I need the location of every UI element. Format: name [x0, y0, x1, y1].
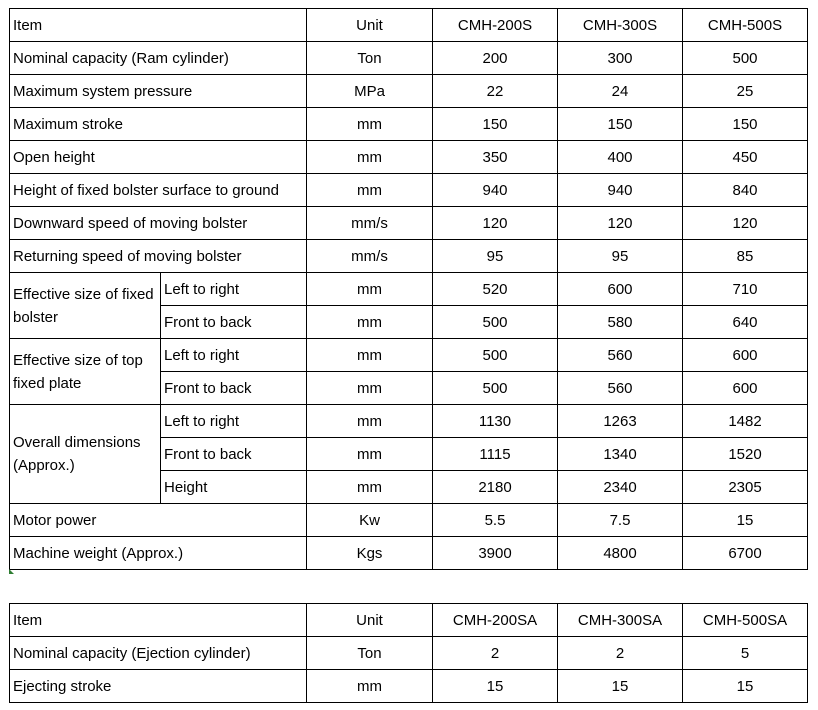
group-label-overall-dimensions: Overall dimensions (Approx.) [10, 405, 161, 504]
row-value: 15 [683, 670, 808, 703]
table-row [10, 405, 808, 438]
header-model-300sa: CMH-300SA [558, 604, 683, 637]
table-row [10, 504, 808, 537]
header-unit: Unit [307, 9, 433, 42]
row-unit: mm [307, 405, 433, 438]
row-value: 500 [433, 372, 558, 405]
row-value: 1340 [558, 438, 683, 471]
table-row [10, 108, 808, 141]
row-sublabel: Front to back [161, 306, 307, 339]
row-value: 150 [558, 108, 683, 141]
row-unit: Ton [307, 42, 433, 75]
row-label: Height of fixed bolster surface to ground [10, 174, 307, 207]
row-sublabel: Left to right [161, 405, 307, 438]
row-value: 560 [558, 339, 683, 372]
header-model-300s: CMH-300S [558, 9, 683, 42]
row-value: 2180 [433, 471, 558, 504]
row-value: 1520 [683, 438, 808, 471]
row-unit: mm [307, 141, 433, 174]
row-value: 15 [558, 670, 683, 703]
row-value: 15 [683, 504, 808, 537]
row-value: 120 [683, 207, 808, 240]
row-value: 640 [683, 306, 808, 339]
row-value: 560 [558, 372, 683, 405]
row-unit: mm [307, 438, 433, 471]
row-unit: mm [307, 372, 433, 405]
row-unit: Kw [307, 504, 433, 537]
row-unit: MPa [307, 75, 433, 108]
header-model-200s: CMH-200S [433, 9, 558, 42]
row-unit: mm [307, 108, 433, 141]
row-unit: mm [307, 306, 433, 339]
ejection-specification-table [9, 603, 808, 703]
table-row [10, 273, 808, 306]
table-row [10, 141, 808, 174]
row-value: 24 [558, 75, 683, 108]
row-value: 710 [683, 273, 808, 306]
row-value: 1130 [433, 405, 558, 438]
table-row [10, 637, 808, 670]
row-unit: mm [307, 471, 433, 504]
row-label: Nominal capacity (Ejection cylinder) [10, 637, 307, 670]
row-label: Downward speed of moving bolster [10, 207, 307, 240]
row-sublabel: Front to back [161, 438, 307, 471]
row-value: 1263 [558, 405, 683, 438]
row-value: 400 [558, 141, 683, 174]
row-label: Maximum system pressure [10, 75, 307, 108]
row-unit: mm [307, 174, 433, 207]
row-value: 350 [433, 141, 558, 174]
row-value: 600 [683, 372, 808, 405]
row-label: Motor power [10, 504, 307, 537]
row-value: 600 [558, 273, 683, 306]
row-unit: Ton [307, 637, 433, 670]
row-value: 6700 [683, 537, 808, 570]
header-unit: Unit [307, 604, 433, 637]
row-value: 120 [433, 207, 558, 240]
row-value: 600 [683, 339, 808, 372]
table-row [10, 339, 808, 372]
row-value: 7.5 [558, 504, 683, 537]
row-value: 22 [433, 75, 558, 108]
row-value: 120 [558, 207, 683, 240]
row-value: 2 [433, 637, 558, 670]
table-row [10, 207, 808, 240]
row-value: 500 [683, 42, 808, 75]
row-value: 580 [558, 306, 683, 339]
specification-table [9, 8, 808, 570]
row-value: 200 [433, 42, 558, 75]
row-value: 500 [433, 339, 558, 372]
row-unit: mm [307, 339, 433, 372]
row-unit: Kgs [307, 537, 433, 570]
header-item: Item [10, 9, 307, 42]
row-label: Machine weight (Approx.) [10, 537, 307, 570]
row-value: 840 [683, 174, 808, 207]
group-label-fixed-bolster: Effective size of fixed bolster [10, 273, 161, 339]
header-model-500sa: CMH-500SA [683, 604, 808, 637]
row-value: 2 [558, 637, 683, 670]
table-row [10, 240, 808, 273]
header-model-500s: CMH-500S [683, 9, 808, 42]
row-label: Returning speed of moving bolster [10, 240, 307, 273]
row-value: 500 [433, 306, 558, 339]
row-label: Open height [10, 141, 307, 174]
row-sublabel: Height [161, 471, 307, 504]
row-value: 150 [683, 108, 808, 141]
row-value: 520 [433, 273, 558, 306]
table-row [10, 42, 808, 75]
row-sublabel: Front to back [161, 372, 307, 405]
row-value: 5 [683, 637, 808, 670]
row-value: 1482 [683, 405, 808, 438]
row-value: 4800 [558, 537, 683, 570]
row-value: 85 [683, 240, 808, 273]
row-value: 940 [433, 174, 558, 207]
row-value: 2340 [558, 471, 683, 504]
row-unit: mm [307, 670, 433, 703]
table-row [10, 537, 808, 570]
row-value: 5.5 [433, 504, 558, 537]
table-row [10, 174, 808, 207]
table-header-row [10, 604, 808, 637]
row-value: 2305 [683, 471, 808, 504]
row-value: 3900 [433, 537, 558, 570]
table-row [10, 75, 808, 108]
row-unit: mm [307, 273, 433, 306]
row-value: 95 [433, 240, 558, 273]
row-value: 1115 [433, 438, 558, 471]
row-value: 150 [433, 108, 558, 141]
row-unit: mm/s [307, 207, 433, 240]
group-label-top-plate: Effective size of top fixed plate [10, 339, 161, 405]
header-item: Item [10, 604, 307, 637]
row-value: 15 [433, 670, 558, 703]
row-label: Nominal capacity (Ram cylinder) [10, 42, 307, 75]
row-value: 450 [683, 141, 808, 174]
row-value: 25 [683, 75, 808, 108]
row-sublabel: Left to right [161, 339, 307, 372]
row-value: 940 [558, 174, 683, 207]
row-label: Ejecting stroke [10, 670, 307, 703]
row-unit: mm/s [307, 240, 433, 273]
row-value: 95 [558, 240, 683, 273]
table-row [10, 670, 808, 703]
row-value: 300 [558, 42, 683, 75]
header-model-200sa: CMH-200SA [433, 604, 558, 637]
table-header-row [10, 9, 808, 42]
row-label: Maximum stroke [10, 108, 307, 141]
cell-corner-marker [9, 569, 14, 574]
row-sublabel: Left to right [161, 273, 307, 306]
